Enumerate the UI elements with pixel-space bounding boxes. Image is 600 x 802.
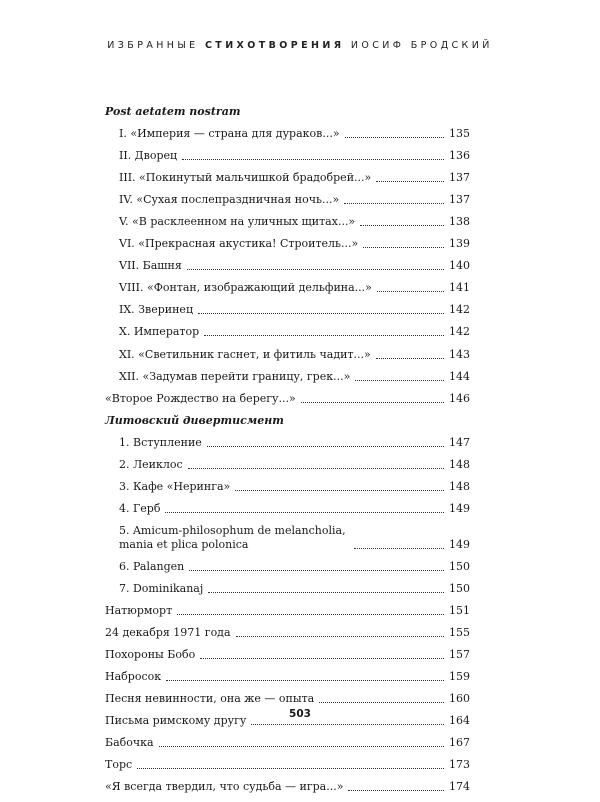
toc-entry-title: VII. Башня bbox=[119, 259, 182, 273]
toc-entry[interactable] bbox=[105, 171, 470, 185]
toc-entry-title: XI. «Светильник гаснет, и фитиль чадит...» bbox=[119, 347, 371, 361]
toc-entry-title: 24 декабря 1971 года bbox=[105, 626, 231, 640]
toc-entry-page: 143 bbox=[449, 347, 470, 361]
dot-leader bbox=[377, 291, 444, 292]
dot-leader bbox=[251, 724, 444, 725]
dot-leader bbox=[189, 570, 444, 571]
toc-entry[interactable] bbox=[105, 604, 470, 618]
toc-entry-title: I. «Империя — страна для дураков...» bbox=[119, 127, 340, 141]
toc-entry-title: 2. Леиклос bbox=[119, 457, 183, 471]
dot-leader bbox=[177, 614, 444, 615]
toc-entry[interactable] bbox=[105, 237, 470, 251]
toc-entry-page: 137 bbox=[449, 193, 470, 207]
dot-leader bbox=[182, 159, 444, 160]
dot-leader bbox=[208, 592, 444, 593]
toc-entry-page: 164 bbox=[449, 714, 470, 728]
dot-leader bbox=[235, 490, 444, 491]
toc-entry-title: 1. Вступление bbox=[119, 435, 202, 449]
toc-entry-page: 151 bbox=[449, 604, 470, 618]
toc-entry-page: 135 bbox=[449, 127, 470, 141]
toc-entry[interactable] bbox=[105, 692, 470, 706]
toc-entry-page: 147 bbox=[449, 435, 470, 449]
section-lithuanian-entries bbox=[105, 435, 470, 596]
toc-entry-title: III. «Покинутый мальчишкой брадобрей...» bbox=[119, 171, 372, 185]
toc-entry-page: 173 bbox=[449, 758, 470, 772]
toc-entry-title: Песня невинности, она же — опыта bbox=[105, 692, 315, 706]
toc-entry-page: 136 bbox=[449, 149, 470, 163]
toc-entry[interactable] bbox=[105, 648, 470, 662]
toc-entry[interactable] bbox=[105, 780, 470, 794]
toc-entry-page: 137 bbox=[449, 171, 470, 185]
toc-entry[interactable] bbox=[105, 435, 470, 450]
toc-entry[interactable] bbox=[105, 457, 470, 472]
toc-entry-page: 148 bbox=[449, 479, 470, 493]
toc-entry-title: II. Дворец bbox=[119, 149, 178, 163]
toc-entry[interactable] bbox=[105, 523, 470, 552]
dot-leader bbox=[345, 137, 444, 138]
toc-entry-page: 150 bbox=[449, 559, 470, 573]
toc-entry-title: Бабочка bbox=[105, 736, 154, 750]
dot-leader bbox=[137, 768, 444, 769]
toc-entry-title: «Второе Рождество на берегу...» bbox=[105, 391, 296, 405]
toc-entry-page: 139 bbox=[449, 237, 470, 251]
dot-leader bbox=[200, 658, 444, 659]
dot-leader bbox=[236, 636, 444, 637]
dot-leader bbox=[363, 247, 444, 248]
toc-entry[interactable] bbox=[105, 127, 470, 141]
toc-entry[interactable] bbox=[105, 347, 470, 362]
dot-leader bbox=[354, 548, 444, 549]
toc-entry[interactable] bbox=[105, 581, 470, 596]
toc-entry-page: 149 bbox=[449, 537, 470, 551]
table-of-contents bbox=[105, 105, 470, 802]
toc-entry-page: 146 bbox=[449, 391, 470, 405]
dot-leader bbox=[165, 512, 444, 513]
toc-entry-page: 159 bbox=[449, 670, 470, 684]
dot-leader bbox=[204, 335, 444, 336]
toc-entry[interactable] bbox=[105, 736, 470, 750]
toc-entry-page: 144 bbox=[449, 369, 470, 383]
toc-entry-title: IV. «Сухая послепраздничная ночь...» bbox=[119, 193, 340, 207]
toc-entry[interactable] bbox=[105, 215, 470, 229]
toc-entry[interactable] bbox=[105, 559, 470, 574]
dot-leader bbox=[198, 313, 444, 314]
toc-entry[interactable] bbox=[105, 325, 470, 339]
running-header bbox=[0, 40, 600, 51]
toc-entry-title: Письма римскому другу bbox=[105, 714, 247, 728]
dot-leader bbox=[319, 702, 444, 703]
toc-entry[interactable] bbox=[105, 391, 470, 406]
toc-entry-title: V. «В расклеенном на уличных щитах...» bbox=[119, 215, 356, 229]
dot-leader bbox=[348, 790, 444, 791]
dot-leader bbox=[188, 468, 444, 469]
toc-entry[interactable] bbox=[105, 281, 470, 295]
header-author: ИОСИФ БРОДСКИЙ bbox=[350, 40, 493, 51]
toc-entry[interactable] bbox=[105, 259, 470, 273]
toc-entry-title: 6. Palangen bbox=[119, 559, 185, 573]
toc-entry-title: Натюрморт bbox=[105, 604, 173, 618]
toc-entry-title: 3. Кафе «Неринга» bbox=[119, 479, 231, 493]
toc-entry-page: 138 bbox=[449, 215, 470, 229]
toc-entry-title: Похороны Бобо bbox=[105, 648, 196, 662]
toc-entry-title: XII. «Задумав перейти границу, грек...» bbox=[119, 369, 351, 383]
toc-entry-title: 5. Amicum-philosophum de melancholia, mania et plica polonica bbox=[119, 523, 346, 551]
dot-leader bbox=[344, 203, 444, 204]
dot-leader bbox=[376, 358, 444, 359]
toc-entry-title: IX. Зверинец bbox=[119, 303, 194, 317]
toc-entry-page: 174 bbox=[449, 780, 470, 794]
toc-entry[interactable] bbox=[105, 758, 470, 772]
toc-entry-page: 150 bbox=[449, 581, 470, 595]
dot-leader bbox=[360, 225, 444, 226]
dot-leader bbox=[355, 380, 444, 381]
dot-leader bbox=[207, 446, 444, 447]
toc-entry-page: 155 bbox=[449, 626, 470, 640]
dot-leader bbox=[187, 269, 444, 270]
toc-entry[interactable] bbox=[105, 626, 470, 640]
toc-entry-page: 142 bbox=[449, 325, 470, 339]
toc-entry-title: Торс bbox=[105, 758, 133, 772]
toc-entry-page: 167 bbox=[449, 736, 470, 750]
dot-leader bbox=[376, 181, 444, 182]
header-book-title: СТИХОТВОРЕНИЯ bbox=[204, 40, 345, 51]
toc-entry-page: 157 bbox=[449, 648, 470, 662]
toc-entry-page: 148 bbox=[449, 457, 470, 471]
toc-entry-title: Набросок bbox=[105, 670, 162, 684]
toc-entry-page: 141 bbox=[449, 281, 470, 295]
toc-entry-title: VIII. «Фонтан, изображающий дельфина...» bbox=[119, 281, 372, 295]
toc-entry-title: 4. Герб bbox=[119, 501, 161, 515]
toc-entry-page: 160 bbox=[449, 692, 470, 706]
toc-entry[interactable] bbox=[105, 303, 470, 317]
toc-entry[interactable] bbox=[105, 193, 470, 207]
toc-entry[interactable] bbox=[105, 501, 470, 516]
dot-leader bbox=[166, 680, 444, 681]
page-number: 503 bbox=[289, 708, 311, 720]
section-post-aetatem-entries bbox=[105, 127, 470, 384]
toc-remaining-entries bbox=[105, 604, 470, 794]
dot-leader bbox=[301, 402, 444, 403]
section-heading-lithuanian: Литовский дивертисмент bbox=[105, 413, 284, 427]
section-heading-post-aetatem: Post aetatem nostram bbox=[105, 105, 241, 118]
toc-entry-title: 7. Dominikanaj bbox=[119, 581, 204, 595]
toc-entry-page: 140 bbox=[449, 259, 470, 273]
toc-entry-title: VI. «Прекрасная акустика! Строитель...» bbox=[119, 237, 359, 251]
dot-leader bbox=[159, 746, 444, 747]
toc-entry[interactable] bbox=[105, 369, 470, 384]
toc-entry-page: 142 bbox=[449, 303, 470, 317]
toc-entry[interactable] bbox=[105, 670, 470, 684]
toc-entry-title: X. Император bbox=[119, 325, 200, 339]
toc-entry[interactable] bbox=[105, 479, 470, 494]
toc-entry[interactable] bbox=[105, 149, 470, 163]
header-series: ИЗБРАННЫЕ bbox=[107, 40, 199, 51]
toc-entry-title: «Я всегда твердил, что судьба — игра...» bbox=[105, 780, 344, 794]
toc-entry-page: 149 bbox=[449, 501, 470, 515]
